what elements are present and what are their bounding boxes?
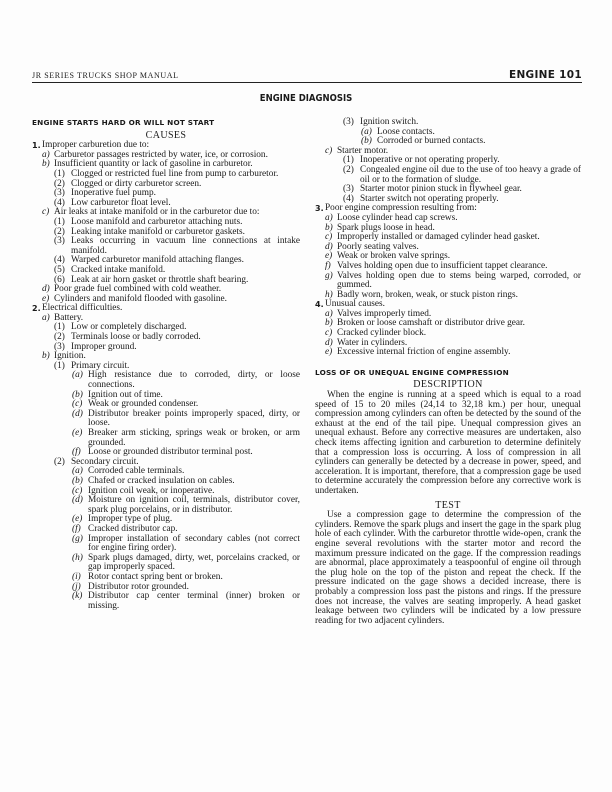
item-text: Water in cylinders. — [337, 337, 408, 348]
item-text: Loose cylinder head cap screws. — [337, 212, 458, 223]
item-marker: (5) — [54, 264, 65, 275]
item-text: Chafed or cracked insulation on cables. — [88, 475, 235, 486]
item-text: Improperly installed or damaged cylinder head gasket. — [337, 232, 540, 243]
subheading-causes: CAUSES — [145, 129, 187, 141]
item-marker: a) — [42, 312, 50, 323]
item-marker: (6) — [54, 274, 65, 285]
right-column — [315, 118, 581, 626]
item-text: Starter motor. — [337, 145, 389, 156]
item-marker: b) — [325, 222, 333, 233]
causes-list — [32, 141, 300, 611]
list-item — [54, 237, 300, 256]
item-marker: a) — [42, 149, 50, 160]
item-marker: 2. — [32, 304, 41, 314]
section-heading: LOSS OF OR UNEQUAL ENGINE COMPRESSION — [315, 367, 509, 377]
item-text: Corroded cable terminals. — [88, 466, 185, 477]
item-text: Carburetor passages restricted by water, ice, or corrosion. — [54, 149, 268, 160]
item-text: Breaker arm sticking, springs weak or broken, or arm grounded. — [88, 428, 300, 448]
section-heading: ENGINE STARTS HARD OR WILL NOT START — [32, 118, 215, 127]
item-text: Air leaks at intake manifold or in the carburetor due to: — [54, 207, 260, 218]
test-paragraph: Use a compression gage to determine the compression of the cylinders. Remove the spark plugs and insert the gage in the spark plug hole of each cylinder. With the carburetor throttle wide-open, crank the engine several revolutions with the starter motor and record the maximum pressure indicated on the gage. If the compression readings are abnormal, place approximately a teaspoonful of engine oil through the plug hole on the top of the piston and repeat the check. If the pressure indicated on the gage shows a decided increase, there is probably a compression loss past the pistons and rings. If the pressure does not increase, the valves are seating improperly. A head gasket leakage between two cylinders will be indicated by a low pressure reading for two adjacent cylinders. — [315, 510, 581, 626]
item-text: Starter motor pinion stuck in flywheel gear. — [360, 184, 522, 195]
item-marker: (4) — [343, 193, 354, 204]
item-marker: (a) — [72, 466, 83, 477]
item-marker: (j) — [72, 581, 81, 592]
manual-title: JR SERIES TRUCKS SHOP MANUAL — [32, 71, 179, 80]
item-marker: (b) — [72, 389, 83, 400]
item-marker: (d) — [72, 495, 83, 506]
item-text: Weak or broken valve springs. — [337, 251, 451, 262]
list-item — [72, 535, 300, 554]
item-text: Distributor breaker points improperly spaced, dirty, or loose. — [88, 408, 300, 429]
list-item — [72, 496, 300, 515]
item-text: Distributor cap center terminal (inner) broken or missing. — [88, 591, 300, 611]
item-text: Cracked distributor cap. — [88, 523, 178, 534]
page-title: ENGINE DIAGNOSIS — [259, 93, 353, 104]
list-item — [72, 410, 300, 429]
subheading-description: DESCRIPTION — [413, 379, 483, 391]
item-text: Ignition out of time. — [88, 389, 163, 400]
item-marker: (h) — [72, 552, 83, 563]
item-marker: (3) — [343, 117, 354, 127]
item-marker: (3) — [54, 236, 65, 247]
item-marker: (2) — [54, 456, 65, 467]
item-text: Improper carburetion due to: — [42, 140, 150, 151]
item-marker: g) — [325, 270, 333, 281]
item-marker: (f) — [72, 523, 81, 534]
item-marker: e) — [325, 347, 333, 358]
item-marker: d) — [42, 284, 50, 295]
item-marker: (3) — [54, 188, 65, 199]
item-marker: (2) — [54, 332, 65, 343]
item-text: Warped carburetor manifold attaching flanges. — [71, 255, 244, 266]
causes-list-continued — [315, 118, 581, 358]
item-marker: (k) — [72, 591, 83, 602]
item-marker: (1) — [54, 322, 65, 333]
list-item — [361, 137, 581, 147]
item-text: Congealed engine oil due to the use of too heavy a grade of oil or to the formation of sludge. — [360, 164, 581, 185]
description-paragraph: When the engine is running at a speed which is equal to a road speed of 15 to 20 miles (24,14 to 32,18 km.) per hour, unequal compression among cylinders can often be detected by the sound of the exhaust at the end of the tail pipe. Unequal compression gives an unequal exhaust. Before any corrective measures are undertaken, also check items affecting ignition and carburetion to determine definitely that a compression loss is occurring. A loss of compression in all cylinders can generally be detected by a decrease in power, speed, and acceleration. It is important, therefore, that a compression gage be used to determine accurately the compression before any corrective work is undertaken. — [315, 390, 581, 496]
item-text: Loose or grounded distributor terminal post. — [88, 447, 253, 458]
item-marker: e) — [42, 293, 50, 304]
item-text: Valves improperly timed. — [337, 308, 432, 319]
item-text: Broken or loose camshaft or distributor drive gear. — [337, 318, 525, 329]
item-text: Low or completely discharged. — [71, 322, 187, 333]
list-item — [54, 343, 300, 353]
item-text: Leaking intake manifold or carburetor gaskets. — [71, 226, 245, 237]
item-marker: d) — [325, 241, 333, 252]
item-marker: d) — [325, 337, 333, 348]
item-text: Leak at air horn gasket or throttle shaft bearing. — [71, 274, 249, 285]
item-marker: c) — [325, 232, 333, 243]
item-text: Loose manifold and carburetor attaching nuts. — [71, 216, 243, 227]
list-item — [72, 371, 300, 390]
list-item — [72, 554, 300, 573]
item-text: Inoperative or not operating properly. — [360, 155, 500, 166]
item-marker: (c) — [72, 485, 83, 496]
item-text: High resistance due to corroded, dirty, or loose connections. — [88, 370, 300, 391]
left-column — [32, 114, 300, 611]
item-text: Leaks occurring in vacuum line connections at intake manifold. — [71, 236, 300, 256]
item-marker: (1) — [54, 360, 65, 371]
item-text: Improper ground. — [71, 341, 137, 352]
item-text: Starter switch not operating properly. — [360, 193, 499, 204]
item-text: Cracked intake manifold. — [71, 264, 166, 275]
item-marker: (1) — [343, 155, 354, 166]
item-text: Valves holding open due to stems being warped, corroded, or gummed. — [337, 270, 581, 291]
item-marker: (2) — [343, 164, 354, 175]
item-marker: (e) — [72, 428, 83, 438]
item-marker: (a) — [361, 126, 372, 137]
page-number-section: ENGINE 101 — [508, 69, 582, 81]
item-text: Poor grade fuel combined with cold weather. — [54, 284, 222, 295]
item-text: Cylinders and manifold flooded with gasoline. — [54, 293, 227, 304]
item-text: Excessive internal friction of engine assembly. — [337, 347, 511, 358]
list-item — [325, 348, 581, 358]
item-marker: b) — [325, 318, 333, 329]
item-marker: (2) — [54, 226, 65, 237]
item-text: Improper installation of secondary cables (not correct for engine firing order). — [88, 533, 300, 554]
item-text: Ignition. — [54, 351, 86, 362]
item-marker: b) — [42, 159, 50, 170]
item-marker: (c) — [72, 399, 83, 410]
item-marker: c) — [325, 328, 333, 339]
list-item — [343, 166, 581, 185]
item-marker: (4) — [54, 255, 65, 266]
item-marker: (4) — [54, 197, 65, 208]
subheading-test: TEST — [435, 499, 461, 511]
item-text: Rotor contact spring bent or broken. — [88, 571, 223, 582]
item-text: Improper type of plug. — [88, 514, 173, 525]
item-text: Insufficient quantity or lack of gasoline in carburetor. — [54, 159, 253, 170]
item-text: Spark plugs loose in head. — [337, 222, 435, 233]
item-marker: (d) — [72, 408, 83, 419]
item-marker: (1) — [54, 216, 65, 227]
item-marker: (b) — [72, 475, 83, 486]
item-text: Ignition switch. — [360, 117, 419, 127]
item-marker: h) — [325, 289, 333, 300]
item-text: Weak or grounded condenser. — [88, 399, 199, 410]
item-marker: (3) — [343, 184, 354, 195]
item-marker: (1) — [54, 168, 65, 179]
item-marker: c) — [42, 207, 50, 218]
item-text: Distributor rotor grounded. — [88, 581, 189, 592]
item-marker: a) — [325, 308, 333, 319]
item-text: Clogged or restricted fuel line from pump to carburetor. — [71, 168, 279, 179]
item-marker: e) — [325, 251, 333, 262]
item-marker: b) — [42, 351, 50, 362]
item-text: Secondary circuit. — [71, 456, 139, 467]
item-text: Moisture on ignition coil, terminals, distributor cover, spark plug porcelains, or in distributor. — [88, 495, 300, 515]
item-text: Cracked cylinder block. — [337, 328, 427, 339]
item-marker: (g) — [72, 533, 83, 544]
item-text: Corroded or burned contacts. — [377, 136, 486, 147]
item-marker: 3. — [315, 204, 324, 214]
item-marker: f) — [325, 260, 331, 271]
item-text: Spark plugs damaged, dirty, wet, porcelains cracked, or gap improperly spaced. — [88, 552, 300, 573]
list-item — [72, 592, 300, 611]
item-text: Electrical difficulties. — [42, 303, 123, 314]
item-marker: (a) — [72, 370, 83, 381]
item-marker: (i) — [72, 571, 81, 582]
list-item — [325, 272, 581, 291]
item-text: Loose contacts. — [377, 126, 435, 137]
item-marker: c) — [325, 145, 333, 156]
item-marker: a) — [325, 212, 333, 223]
item-text: Badly worn, broken, weak, or stuck piston rings. — [337, 289, 519, 300]
item-text: Valves holding open due to insufficient tappet clearance. — [337, 260, 548, 271]
item-text: Poorly seating valves. — [337, 241, 419, 252]
item-text: Primary circuit. — [71, 360, 130, 371]
item-marker: 4. — [315, 300, 324, 310]
item-text: Ignition coil weak, or inoperative. — [88, 485, 215, 496]
item-marker: (2) — [54, 178, 65, 189]
item-text: Unusual causes. — [325, 299, 385, 310]
item-marker: (e) — [72, 514, 83, 525]
item-text: Inoperative fuel pump. — [71, 188, 156, 199]
item-text: Clogged or dirty carburetor screen. — [71, 178, 202, 189]
item-marker: (b) — [361, 136, 372, 147]
list-item — [72, 429, 300, 448]
item-marker: 1. — [32, 141, 41, 151]
item-text: Poor engine compression resulting from: — [325, 203, 477, 214]
item-marker: (f) — [72, 447, 81, 458]
item-marker: (3) — [54, 341, 65, 352]
running-header — [32, 68, 582, 83]
item-text: Battery. — [54, 312, 84, 323]
item-text: Terminals loose or badly corroded. — [71, 332, 201, 343]
item-text: Low carburetor float level. — [71, 197, 171, 208]
